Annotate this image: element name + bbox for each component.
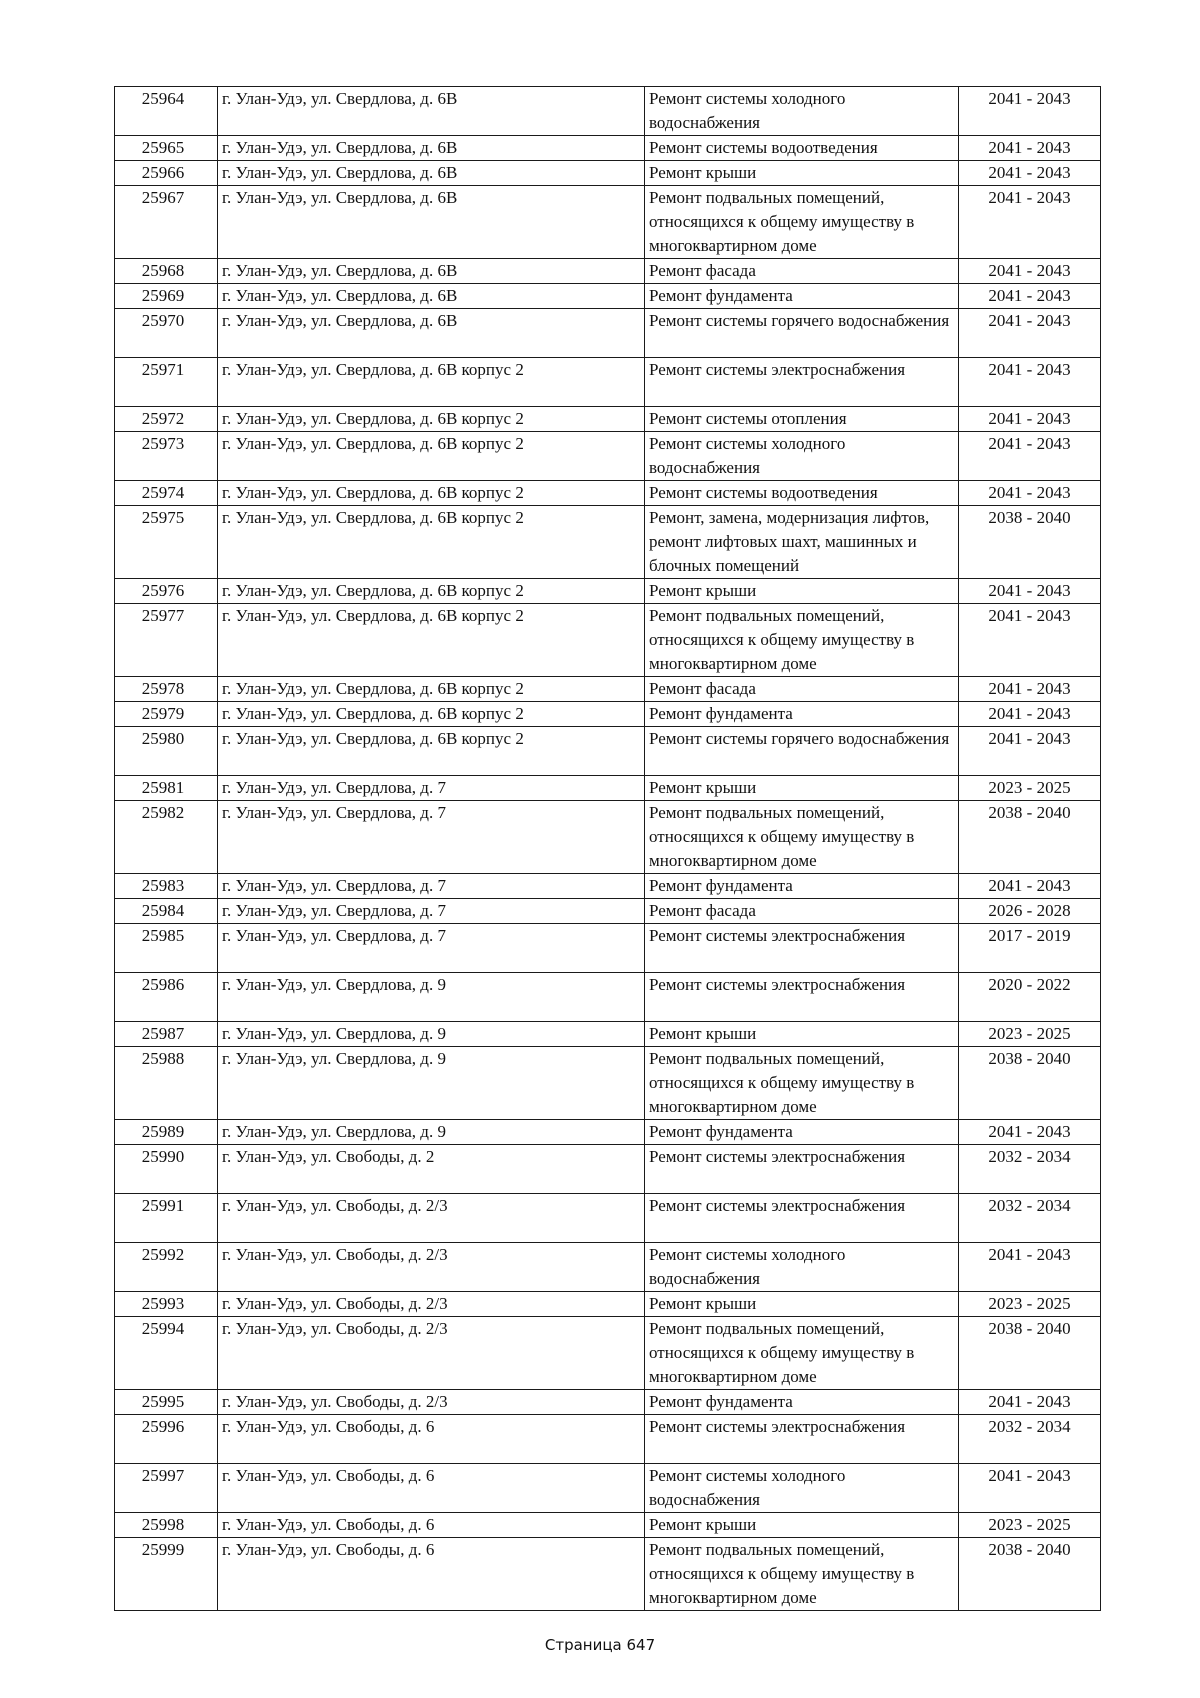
- table-row: [115, 801, 1101, 874]
- cell-number: 25983: [115, 874, 218, 899]
- cell-work-type: Ремонт системы электроснабжения: [645, 924, 959, 973]
- repair-schedule-table: [114, 86, 1101, 1611]
- cell-number: 25991: [115, 1194, 218, 1243]
- cell-address: г. Улан-Удэ, ул. Свободы, д. 6: [218, 1415, 645, 1464]
- cell-address: г. Улан-Удэ, ул. Свердлова, д. 6В корпус 2: [218, 677, 645, 702]
- cell-number: 25964: [115, 87, 218, 136]
- cell-address: г. Улан-Удэ, ул. Свердлова, д. 7: [218, 801, 645, 874]
- cell-period: 2041 - 2043: [959, 186, 1101, 259]
- cell-address: г. Улан-Удэ, ул. Свердлова, д. 9: [218, 973, 645, 1022]
- cell-work-type: Ремонт крыши: [645, 1513, 959, 1538]
- cell-number: 25976: [115, 579, 218, 604]
- cell-period: 2041 - 2043: [959, 259, 1101, 284]
- cell-number: 25980: [115, 727, 218, 776]
- cell-number: 25996: [115, 1415, 218, 1464]
- cell-period: 2023 - 2025: [959, 776, 1101, 801]
- cell-number: 25987: [115, 1022, 218, 1047]
- cell-work-type: Ремонт системы водоотведения: [645, 136, 959, 161]
- cell-number: 25981: [115, 776, 218, 801]
- cell-work-type: Ремонт подвальных помещений, относящихся к общему имуществу в многоквартирном доме: [645, 801, 959, 874]
- cell-period: 2038 - 2040: [959, 801, 1101, 874]
- cell-work-type: Ремонт подвальных помещений, относящихся к общему имуществу в многоквартирном доме: [645, 1047, 959, 1120]
- table-row: [115, 284, 1101, 309]
- cell-period: 2041 - 2043: [959, 309, 1101, 358]
- cell-address: г. Улан-Удэ, ул. Свердлова, д. 6В корпус 2: [218, 579, 645, 604]
- cell-number: 25969: [115, 284, 218, 309]
- table-row: [115, 677, 1101, 702]
- cell-number: 25999: [115, 1538, 218, 1611]
- cell-period: 2041 - 2043: [959, 432, 1101, 481]
- table-row: [115, 1317, 1101, 1390]
- cell-work-type: Ремонт подвальных помещений, относящихся к общему имуществу в многоквартирном доме: [645, 604, 959, 677]
- cell-address: г. Улан-Удэ, ул. Свободы, д. 2/3: [218, 1390, 645, 1415]
- cell-number: 25985: [115, 924, 218, 973]
- table-row: [115, 776, 1101, 801]
- table-row: [115, 1538, 1101, 1611]
- cell-work-type: Ремонт фундамента: [645, 1390, 959, 1415]
- cell-work-type: Ремонт системы горячего водоснабжения: [645, 309, 959, 358]
- cell-period: 2041 - 2043: [959, 604, 1101, 677]
- cell-number: 25993: [115, 1292, 218, 1317]
- cell-period: 2032 - 2034: [959, 1415, 1101, 1464]
- table-row: [115, 432, 1101, 481]
- page-number: Страница 647: [544, 1636, 656, 1654]
- cell-work-type: Ремонт крыши: [645, 161, 959, 186]
- cell-work-type: Ремонт системы электроснабжения: [645, 1194, 959, 1243]
- table-row: [115, 87, 1101, 136]
- cell-number: 25975: [115, 506, 218, 579]
- cell-work-type: Ремонт фасада: [645, 899, 959, 924]
- table-row: [115, 973, 1101, 1022]
- cell-work-type: Ремонт, замена, модернизация лифтов, ремонт лифтовых шахт, машинных и блочных помещений: [645, 506, 959, 579]
- cell-work-type: Ремонт системы холодного водоснабжения: [645, 432, 959, 481]
- cell-period: 2023 - 2025: [959, 1513, 1101, 1538]
- cell-address: г. Улан-Удэ, ул. Свердлова, д. 6В корпус 2: [218, 506, 645, 579]
- cell-address: г. Улан-Удэ, ул. Свердлова, д. 7: [218, 899, 645, 924]
- cell-address: г. Улан-Удэ, ул. Свободы, д. 6: [218, 1538, 645, 1611]
- table-row: [115, 1513, 1101, 1538]
- table-row: [115, 924, 1101, 973]
- cell-number: 25977: [115, 604, 218, 677]
- cell-address: г. Улан-Удэ, ул. Свободы, д. 2/3: [218, 1292, 645, 1317]
- cell-number: 25986: [115, 973, 218, 1022]
- cell-address: г. Улан-Удэ, ул. Свердлова, д. 6В: [218, 259, 645, 284]
- cell-period: 2023 - 2025: [959, 1022, 1101, 1047]
- table-row: [115, 702, 1101, 727]
- cell-work-type: Ремонт системы холодного водоснабжения: [645, 1464, 959, 1513]
- cell-period: 2020 - 2022: [959, 973, 1101, 1022]
- table-row: [115, 579, 1101, 604]
- cell-period: 2041 - 2043: [959, 727, 1101, 776]
- cell-work-type: Ремонт подвальных помещений, относящихся к общему имуществу в многоквартирном доме: [645, 1538, 959, 1611]
- cell-work-type: Ремонт системы электроснабжения: [645, 1145, 959, 1194]
- cell-period: 2041 - 2043: [959, 1120, 1101, 1145]
- cell-address: г. Улан-Удэ, ул. Свердлова, д. 6В корпус 2: [218, 604, 645, 677]
- cell-work-type: Ремонт крыши: [645, 1292, 959, 1317]
- table-row: [115, 727, 1101, 776]
- table-row: [115, 161, 1101, 186]
- cell-address: г. Улан-Удэ, ул. Свердлова, д. 6В: [218, 309, 645, 358]
- cell-address: г. Улан-Удэ, ул. Свердлова, д. 6В: [218, 161, 645, 186]
- table-row: [115, 1047, 1101, 1120]
- table-row: [115, 1243, 1101, 1292]
- cell-period: 2041 - 2043: [959, 702, 1101, 727]
- cell-period: 2041 - 2043: [959, 284, 1101, 309]
- cell-address: г. Улан-Удэ, ул. Свердлова, д. 7: [218, 924, 645, 973]
- cell-address: г. Улан-Удэ, ул. Свердлова, д. 7: [218, 776, 645, 801]
- cell-number: 25997: [115, 1464, 218, 1513]
- cell-number: 25990: [115, 1145, 218, 1194]
- cell-number: 25971: [115, 358, 218, 407]
- table-row: [115, 506, 1101, 579]
- cell-number: 25989: [115, 1120, 218, 1145]
- cell-address: г. Улан-Удэ, ул. Свердлова, д. 6В корпус 2: [218, 407, 645, 432]
- cell-work-type: Ремонт системы отопления: [645, 407, 959, 432]
- cell-period: 2038 - 2040: [959, 506, 1101, 579]
- cell-work-type: Ремонт фасада: [645, 677, 959, 702]
- cell-address: г. Улан-Удэ, ул. Свердлова, д. 7: [218, 874, 645, 899]
- cell-number: 25982: [115, 801, 218, 874]
- cell-number: 25995: [115, 1390, 218, 1415]
- table-row: [115, 1390, 1101, 1415]
- table-row: [115, 604, 1101, 677]
- cell-work-type: Ремонт системы водоотведения: [645, 481, 959, 506]
- cell-address: г. Улан-Удэ, ул. Свердлова, д. 6В корпус 2: [218, 432, 645, 481]
- cell-address: г. Улан-Удэ, ул. Свердлова, д. 6В: [218, 284, 645, 309]
- cell-work-type: Ремонт системы горячего водоснабжения: [645, 727, 959, 776]
- cell-number: 25979: [115, 702, 218, 727]
- cell-period: 2041 - 2043: [959, 1243, 1101, 1292]
- table-row: [115, 1415, 1101, 1464]
- cell-number: 25968: [115, 259, 218, 284]
- cell-period: 2017 - 2019: [959, 924, 1101, 973]
- cell-period: 2041 - 2043: [959, 874, 1101, 899]
- cell-period: 2038 - 2040: [959, 1317, 1101, 1390]
- cell-period: 2041 - 2043: [959, 677, 1101, 702]
- cell-work-type: Ремонт фасада: [645, 259, 959, 284]
- table-row: [115, 136, 1101, 161]
- cell-address: г. Улан-Удэ, ул. Свободы, д. 2/3: [218, 1243, 645, 1292]
- table-row: [115, 407, 1101, 432]
- cell-period: 2041 - 2043: [959, 407, 1101, 432]
- cell-period: 2041 - 2043: [959, 1390, 1101, 1415]
- cell-address: г. Улан-Удэ, ул. Свердлова, д. 6В: [218, 186, 645, 259]
- cell-number: 25972: [115, 407, 218, 432]
- cell-period: 2038 - 2040: [959, 1047, 1101, 1120]
- cell-work-type: Ремонт крыши: [645, 776, 959, 801]
- cell-number: 25978: [115, 677, 218, 702]
- cell-number: 25965: [115, 136, 218, 161]
- cell-period: 2032 - 2034: [959, 1145, 1101, 1194]
- table-body: [115, 87, 1101, 1611]
- cell-number: 25973: [115, 432, 218, 481]
- cell-address: г. Улан-Удэ, ул. Свердлова, д. 6В корпус 2: [218, 702, 645, 727]
- table-row: [115, 259, 1101, 284]
- cell-period: 2032 - 2034: [959, 1194, 1101, 1243]
- cell-address: г. Улан-Удэ, ул. Свердлова, д. 9: [218, 1120, 645, 1145]
- cell-address: г. Улан-Удэ, ул. Свободы, д. 6: [218, 1464, 645, 1513]
- cell-period: 2041 - 2043: [959, 358, 1101, 407]
- table-row: [115, 186, 1101, 259]
- cell-work-type: Ремонт фундамента: [645, 1120, 959, 1145]
- cell-address: г. Улан-Удэ, ул. Свердлова, д. 6В: [218, 87, 645, 136]
- table-row: [115, 481, 1101, 506]
- table-row: [115, 1022, 1101, 1047]
- cell-period: 2041 - 2043: [959, 579, 1101, 604]
- cell-period: 2041 - 2043: [959, 481, 1101, 506]
- cell-number: 25998: [115, 1513, 218, 1538]
- cell-number: 25988: [115, 1047, 218, 1120]
- cell-address: г. Улан-Удэ, ул. Свободы, д. 2: [218, 1145, 645, 1194]
- cell-number: 25967: [115, 186, 218, 259]
- cell-work-type: Ремонт подвальных помещений, относящихся к общему имуществу в многоквартирном доме: [645, 1317, 959, 1390]
- cell-work-type: Ремонт фундамента: [645, 874, 959, 899]
- table-row: [115, 899, 1101, 924]
- cell-number: 25994: [115, 1317, 218, 1390]
- cell-number: 25992: [115, 1243, 218, 1292]
- cell-number: 25974: [115, 481, 218, 506]
- table-row: [115, 1464, 1101, 1513]
- table-row: [115, 874, 1101, 899]
- cell-work-type: Ремонт системы электроснабжения: [645, 1415, 959, 1464]
- table-row: [115, 1292, 1101, 1317]
- table-row: [115, 309, 1101, 358]
- cell-period: 2023 - 2025: [959, 1292, 1101, 1317]
- table-row: [115, 1194, 1101, 1243]
- cell-number: 25966: [115, 161, 218, 186]
- cell-work-type: Ремонт системы холодного водоснабжения: [645, 87, 959, 136]
- cell-address: г. Улан-Удэ, ул. Свободы, д. 2/3: [218, 1317, 645, 1390]
- cell-address: г. Улан-Удэ, ул. Свердлова, д. 9: [218, 1047, 645, 1120]
- cell-work-type: Ремонт системы электроснабжения: [645, 358, 959, 407]
- cell-address: г. Улан-Удэ, ул. Свердлова, д. 9: [218, 1022, 645, 1047]
- cell-period: 2038 - 2040: [959, 1538, 1101, 1611]
- cell-work-type: Ремонт системы холодного водоснабжения: [645, 1243, 959, 1292]
- cell-address: г. Улан-Удэ, ул. Свердлова, д. 6В корпус 2: [218, 481, 645, 506]
- cell-address: г. Улан-Удэ, ул. Свободы, д. 2/3: [218, 1194, 645, 1243]
- cell-period: 2041 - 2043: [959, 1464, 1101, 1513]
- cell-work-type: Ремонт подвальных помещений, относящихся к общему имуществу в многоквартирном доме: [645, 186, 959, 259]
- cell-period: 2041 - 2043: [959, 161, 1101, 186]
- cell-work-type: Ремонт крыши: [645, 579, 959, 604]
- cell-number: 25984: [115, 899, 218, 924]
- table-row: [115, 1145, 1101, 1194]
- table-row: [115, 1120, 1101, 1145]
- cell-period: 2026 - 2028: [959, 899, 1101, 924]
- cell-number: 25970: [115, 309, 218, 358]
- cell-work-type: Ремонт фундамента: [645, 702, 959, 727]
- cell-address: г. Улан-Удэ, ул. Свердлова, д. 6В корпус 2: [218, 358, 645, 407]
- table-row: [115, 358, 1101, 407]
- cell-address: г. Улан-Удэ, ул. Свердлова, д. 6В: [218, 136, 645, 161]
- cell-period: 2041 - 2043: [959, 87, 1101, 136]
- cell-period: 2041 - 2043: [959, 136, 1101, 161]
- cell-address: г. Улан-Удэ, ул. Свободы, д. 6: [218, 1513, 645, 1538]
- cell-work-type: Ремонт фундамента: [645, 284, 959, 309]
- cell-work-type: Ремонт крыши: [645, 1022, 959, 1047]
- cell-work-type: Ремонт системы электроснабжения: [645, 973, 959, 1022]
- cell-address: г. Улан-Удэ, ул. Свердлова, д. 6В корпус 2: [218, 727, 645, 776]
